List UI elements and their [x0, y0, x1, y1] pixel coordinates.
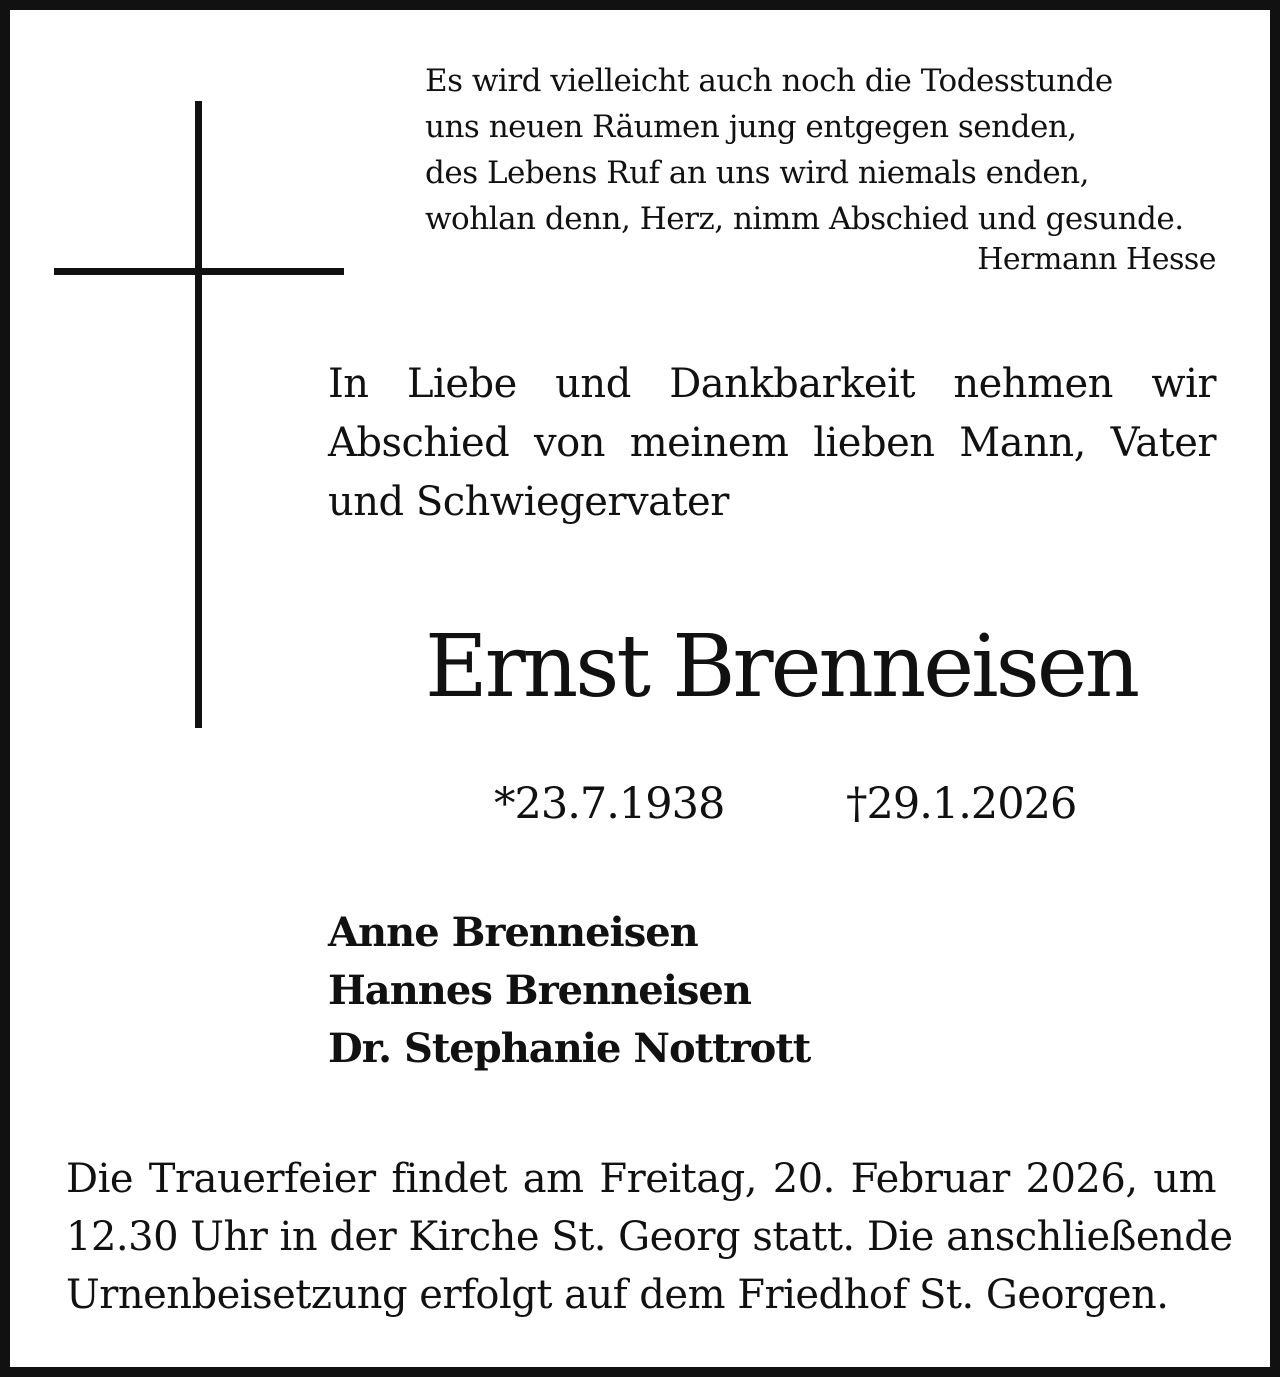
poem-quote: [425, 58, 1215, 242]
mourner-name: Dr. Stephanie Nottrott: [328, 1025, 811, 1072]
funeral-line: 12.30 Uhr in der Kirche St. Georg statt. Die anschließende: [66, 1214, 1233, 1260]
cross-horizontal-bar: [54, 268, 344, 275]
death-date: †29.1.2026: [846, 779, 1077, 829]
intro-line: In Liebe und Dankbarkeit nehmen wir: [328, 361, 1216, 407]
intro-text: [328, 355, 1216, 532]
cross-vertical-bar: [195, 101, 202, 728]
poem-author: Hermann Hesse: [977, 242, 1216, 277]
deceased-name: Ernst Brenneisen: [425, 617, 1138, 717]
intro-line: Abschied von meinem lieben Mann, Vater: [328, 420, 1216, 466]
funeral-line: Die Trauerfeier findet am Freitag, 20. Februar 2026, um: [66, 1156, 1216, 1202]
funeral-line: Urnenbeisetzung erfolgt auf dem Friedhof St. Georgen.: [66, 1272, 1169, 1318]
birth-date: *23.7.1938: [494, 779, 725, 829]
poem-line: wohlan denn, Herz, nimm Abschied und gesunde.: [425, 201, 1184, 237]
mourners-list: [328, 904, 810, 1078]
intro-line: und Schwiegervater: [328, 479, 729, 525]
poem-line: des Lebens Ruf an uns wird niemals enden,: [425, 155, 1089, 191]
mourner-name: Hannes Brenneisen: [328, 967, 751, 1014]
poem-line: uns neuen Räumen jung entgegen senden,: [425, 109, 1077, 145]
mourner-name: Anne Brenneisen: [328, 909, 698, 956]
poem-line: Es wird vielleicht auch noch die Todesstunde: [425, 63, 1113, 99]
funeral-details: [66, 1150, 1233, 1324]
